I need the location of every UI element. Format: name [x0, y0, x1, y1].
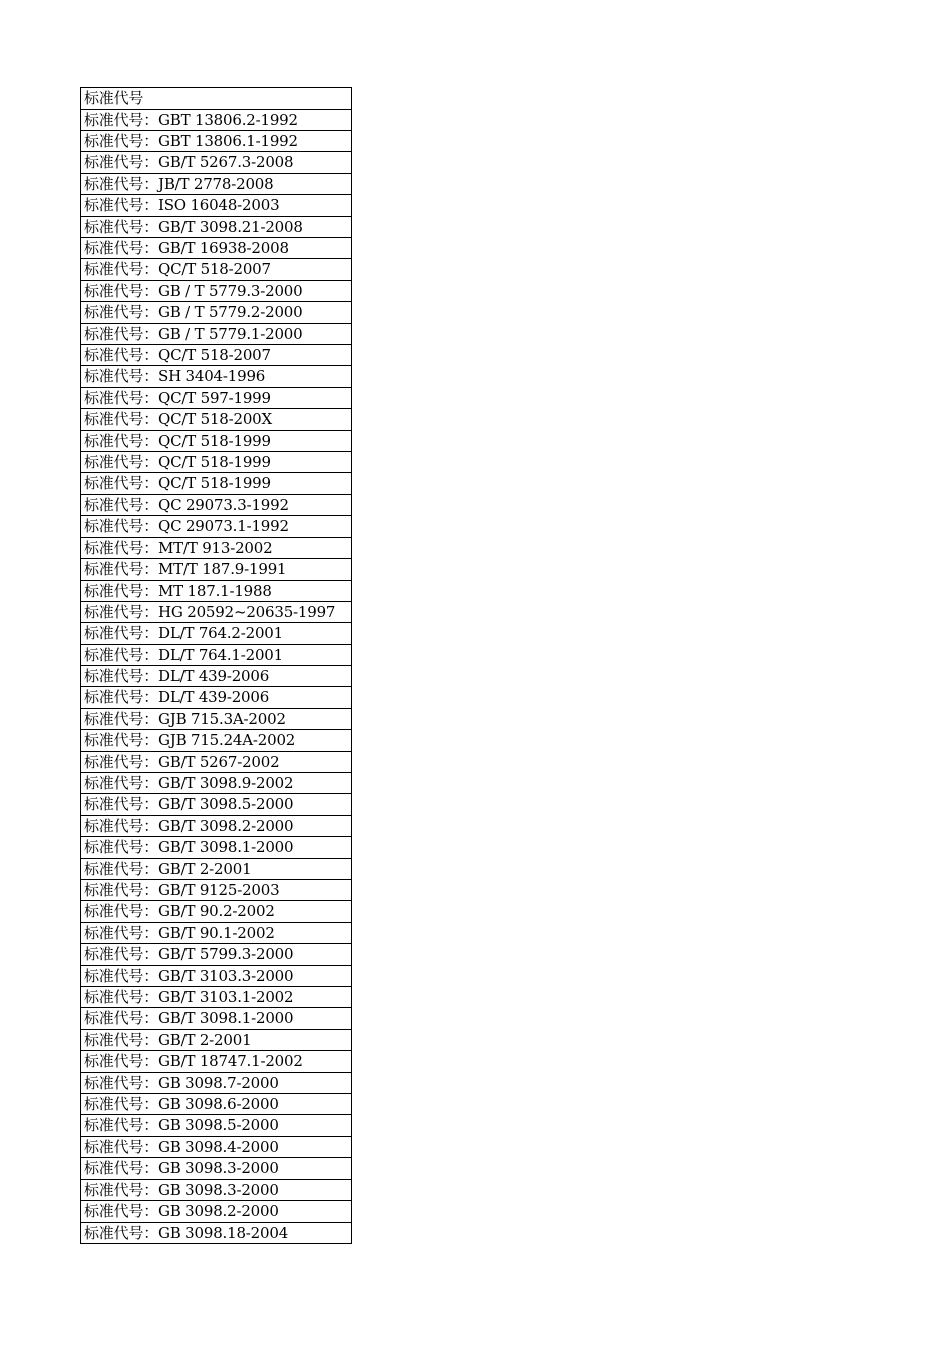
table-cell[interactable]: 标准代号：GB/T 9125-2003 — [81, 880, 351, 902]
table-cell[interactable]: 标准代号：GB 3098.18-2004 — [81, 1223, 351, 1245]
table-cell[interactable]: 标准代号：DL/T 764.2-2001 — [81, 623, 351, 645]
table-cell[interactable]: 标准代号：GB 3098.4-2000 — [81, 1137, 351, 1159]
table-cell[interactable]: 标准代号：GB 3098.7-2000 — [81, 1073, 351, 1095]
table-cell[interactable]: 标准代号：HG 20592~20635-1997 — [81, 602, 351, 624]
table-cell[interactable]: 标准代号：GB/T 3098.9-2002 — [81, 773, 351, 795]
table-cell[interactable]: 标准代号：GB / T 5779.1-2000 — [81, 324, 351, 346]
table-cell[interactable]: 标准代号：GB/T 2-2001 — [81, 1030, 351, 1052]
table-cell[interactable]: 标准代号：GBT 13806.2-1992 — [81, 110, 351, 131]
table-cell[interactable]: 标准代号：GB/T 3098.1-2000 — [81, 837, 351, 859]
table-cell[interactable]: 标准代号：GB / T 5779.3-2000 — [81, 281, 351, 303]
table-cell[interactable]: 标准代号：GB 3098.3-2000 — [81, 1180, 351, 1202]
table-cell[interactable]: 标准代号：GB 3098.5-2000 — [81, 1115, 351, 1137]
table-cell[interactable]: 标准代号：QC/T 518-1999 — [81, 473, 351, 495]
table-cell[interactable]: 标准代号：QC/T 597-1999 — [81, 388, 351, 410]
table-cell[interactable]: 标准代号：DL/T 764.1-2001 — [81, 645, 351, 666]
table-cell[interactable]: 标准代号：QC/T 518-1999 — [81, 431, 351, 453]
table-cell[interactable]: 标准代号：QC/T 518-1999 — [81, 452, 351, 473]
table-cell[interactable]: 标准代号：GB/T 3098.2-2000 — [81, 816, 351, 838]
table-cell[interactable]: 标准代号：MT/T 913-2002 — [81, 538, 351, 560]
table-cell[interactable]: 标准代号：GB 3098.3-2000 — [81, 1158, 351, 1180]
table-cell[interactable]: 标准代号：GB/T 3098.5-2000 — [81, 794, 351, 816]
table-cell[interactable]: 标准代号：GB/T 3098.1-2000 — [81, 1008, 351, 1030]
table-cell[interactable]: 标准代号：QC 29073.1-1992 — [81, 516, 351, 538]
table-header-cell[interactable]: 标准代号 — [81, 88, 351, 110]
table-cell[interactable]: 标准代号：GB/T 3098.21-2008 — [81, 217, 351, 238]
table-cell[interactable]: 标准代号：GBT 13806.1-1992 — [81, 131, 351, 153]
table-cell[interactable]: 标准代号：GB/T 18747.1-2002 — [81, 1051, 351, 1073]
table-cell[interactable]: 标准代号：GB 3098.6-2000 — [81, 1094, 351, 1115]
table-cell[interactable]: 标准代号：GJB 715.3A-2002 — [81, 709, 351, 731]
table-cell[interactable]: 标准代号：GB / T 5779.2-2000 — [81, 302, 351, 324]
table-cell[interactable]: 标准代号：JB/T 2778-2008 — [81, 174, 351, 196]
table-cell[interactable]: 标准代号：QC/T 518-2007 — [81, 259, 351, 281]
table-cell[interactable]: 标准代号：GB 3098.2-2000 — [81, 1201, 351, 1223]
table-cell[interactable]: 标准代号：GB/T 90.2-2002 — [81, 901, 351, 923]
table-cell[interactable]: 标准代号：GB/T 3103.3-2000 — [81, 966, 351, 988]
table-cell[interactable]: 标准代号：QC 29073.3-1992 — [81, 495, 351, 517]
table-cell[interactable]: 标准代号：ISO 16048-2003 — [81, 195, 351, 217]
table-cell[interactable]: 标准代号：MT/T 187.9-1991 — [81, 559, 351, 581]
table-cell[interactable]: 标准代号：QC/T 518-200X — [81, 409, 351, 431]
table-cell[interactable]: 标准代号：GB/T 5267-2002 — [81, 752, 351, 773]
table-cell[interactable]: 标准代号：GB/T 90.1-2002 — [81, 923, 351, 945]
table-cell[interactable]: 标准代号：GB/T 2-2001 — [81, 859, 351, 880]
table-cell[interactable]: 标准代号：GB/T 3103.1-2002 — [81, 987, 351, 1008]
standards-table — [80, 87, 352, 1244]
table-cell[interactable]: 标准代号：GB/T 5799.3-2000 — [81, 944, 351, 966]
table-cell[interactable]: 标准代号：QC/T 518-2007 — [81, 345, 351, 366]
table-cell[interactable]: 标准代号：DL/T 439-2006 — [81, 687, 351, 709]
table-cell[interactable]: 标准代号：GJB 715.24A-2002 — [81, 730, 351, 752]
table-cell[interactable]: 标准代号：MT 187.1-1988 — [81, 581, 351, 602]
table-cell[interactable]: 标准代号：GB/T 5267.3-2008 — [81, 152, 351, 174]
table-cell[interactable]: 标准代号：GB/T 16938-2008 — [81, 238, 351, 260]
table-cell[interactable]: 标准代号：SH 3404-1996 — [81, 366, 351, 388]
table-cell[interactable]: 标准代号：DL/T 439-2006 — [81, 666, 351, 688]
